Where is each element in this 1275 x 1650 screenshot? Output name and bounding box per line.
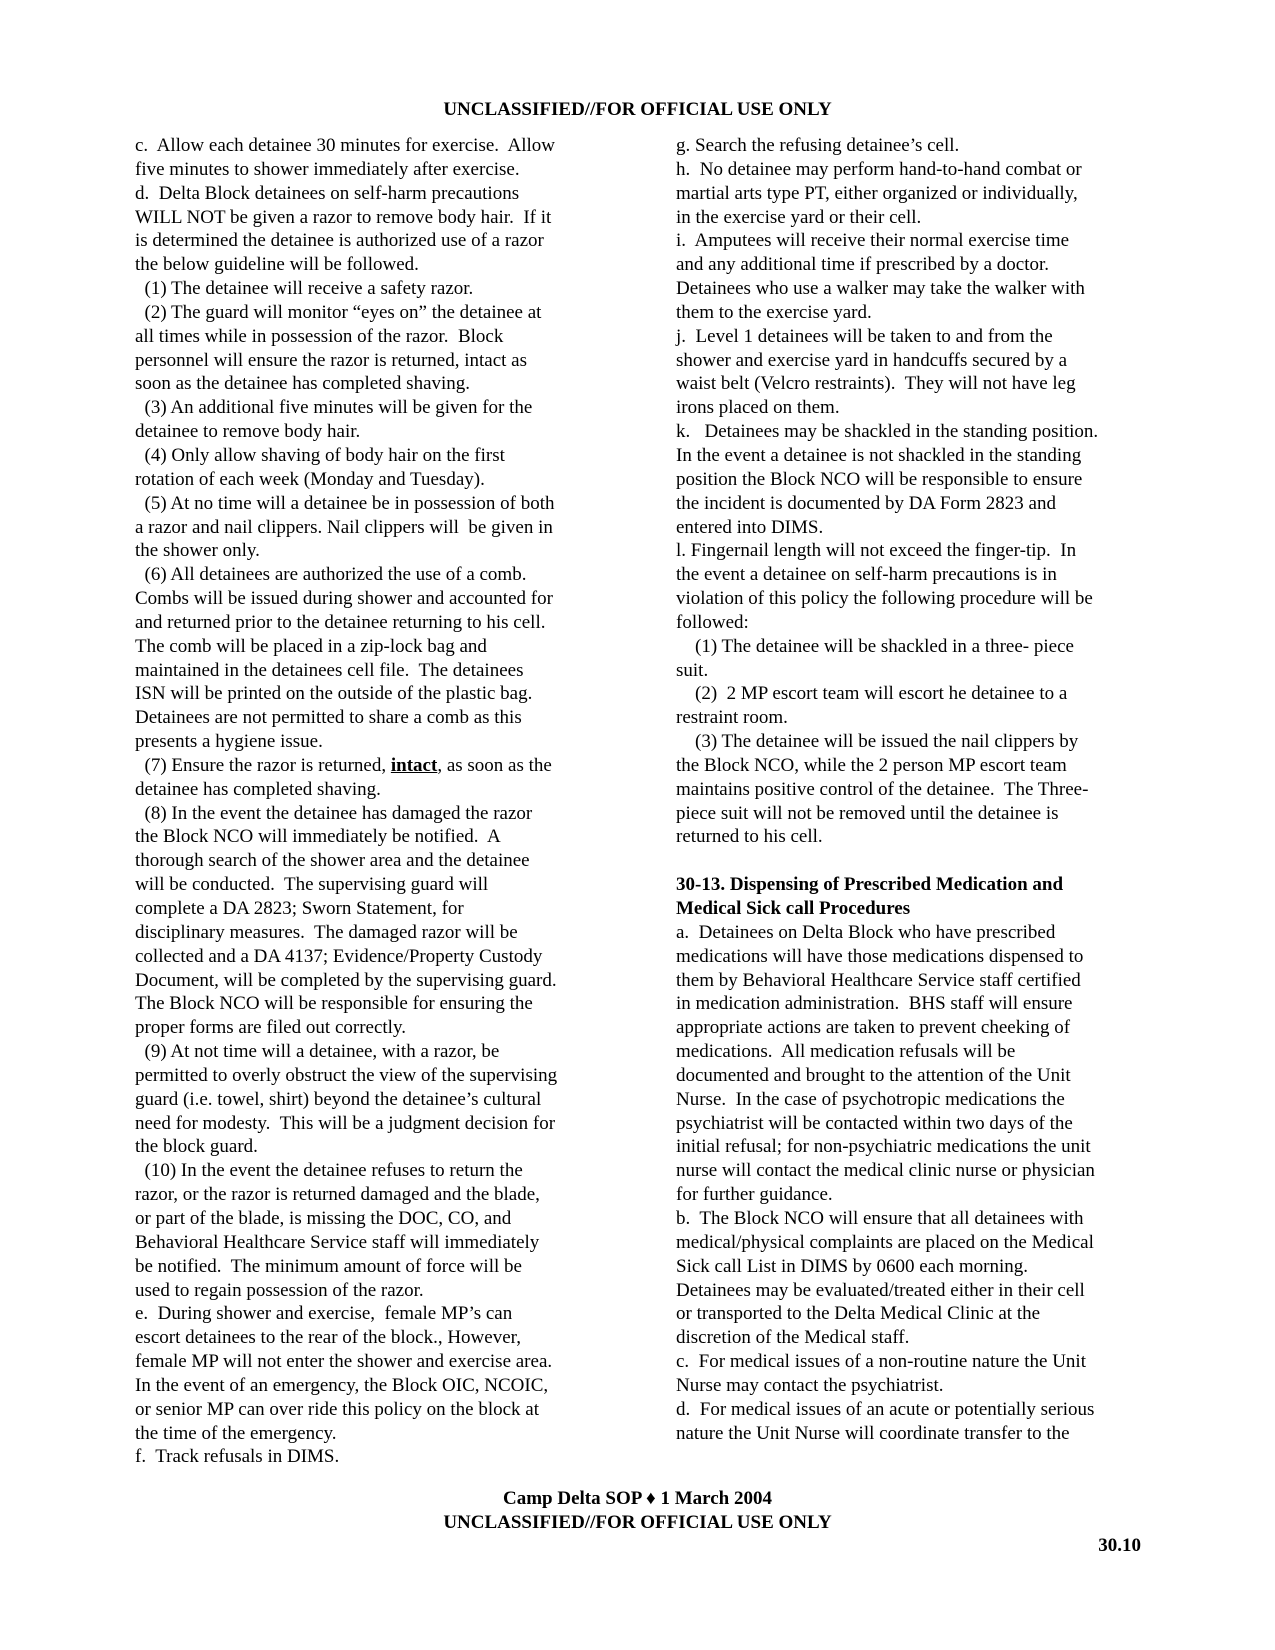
text-line: (5) At no time will a detainee be in possession of both — [135, 492, 555, 514]
text-line: (10) In the event the detainee refuses to return the — [135, 1160, 523, 1182]
text-line: (1) The detainee will receive a safety razor. — [135, 278, 474, 300]
text-line: Sick call List in DIMS by 0600 each morning. — [676, 1255, 1028, 1277]
text-line: piece suit will not be removed until the detainee is — [676, 802, 1059, 824]
text-line: i. Amputees will receive their normal exercise time — [676, 230, 1070, 252]
text-line: female MP will not enter the shower and exercise area. — [135, 1351, 553, 1373]
text-line: disciplinary measures. The damaged razor will be — [135, 921, 518, 943]
text-line: soon as the detainee has completed shaving. — [135, 373, 471, 395]
text-line: and returned prior to the detainee returning to his cell. — [135, 611, 546, 633]
text-line: (9) At not time will a detainee, with a razor, be — [135, 1041, 500, 1063]
text-line: medications. All medication refusals will be — [676, 1041, 1016, 1063]
text-line: f. Track refusals in DIMS. — [135, 1446, 340, 1468]
text-line: g. Search the refusing detainee’s cell. — [676, 135, 960, 156]
text-line: permitted to overly obstruct the view of the supervising — [135, 1064, 558, 1086]
text-line: In the event a detainee is not shackled in the standing — [676, 444, 1082, 466]
text-line: (1) The detainee will be shackled in a three- piece — [676, 635, 1074, 657]
text-line: Detainees who use a walker may take the walker with — [676, 278, 1085, 300]
text-line: or senior MP can over ride this policy on the block at — [135, 1398, 540, 1420]
text-line: the time of the emergency. — [135, 1422, 337, 1444]
text-line: Behavioral Healthcare Service staff will immediately — [135, 1231, 540, 1253]
text-line: need for modesty. This will be a judgment decision for — [135, 1112, 556, 1134]
text-line: be notified. The minimum amount of force will be — [135, 1255, 522, 1277]
text-line: the Block NCO will immediately be notified. A — [135, 826, 501, 848]
text-line: nurse will contact the medical clinic nurse or physician — [676, 1160, 1095, 1182]
text-line: or part of the blade, is missing the DOC, CO, and — [135, 1207, 512, 1229]
text-line: documented and brought to the attention of the Unit — [676, 1064, 1071, 1086]
text-line: nature the Unit Nurse will coordinate transfer to the — [676, 1422, 1070, 1444]
text-line: violation of this policy the following procedure will be — [676, 588, 1093, 610]
left-column-paragraphs-continued — [135, 778, 615, 1469]
text-line: all times while in possession of the razor. Block — [135, 325, 504, 347]
text-line: waist belt (Velcro restraints). They will not have leg — [676, 373, 1076, 395]
text-line: Nurse. In the case of psychotropic medications the — [676, 1088, 1065, 1110]
text-line: returned to his cell. — [676, 826, 823, 848]
text-line: k. Detainees may be shackled in the standing position. — [676, 421, 1099, 443]
text-line: and any additional time if prescribed by a doctor. — [676, 254, 1050, 276]
text-line: (6) All detainees are authorized the use of a comb. — [135, 564, 527, 586]
section-heading-line-2: Medical Sick call Procedures — [676, 898, 911, 919]
text-line: proper forms are filed out correctly. — [135, 1017, 406, 1039]
text-line: escort detainees to the rear of the block., However, — [135, 1327, 521, 1349]
text-line: In the event of an emergency, the Block OIC, NCOIC, — [135, 1374, 549, 1396]
text-line: maintained in the detainees cell file. The detainees — [135, 659, 524, 681]
text-line: complete a DA 2823; Sworn Statement, for — [135, 898, 464, 919]
text-line: (2) 2 MP escort team will escort he detainee to a — [676, 683, 1068, 705]
text-line: medical/physical complaints are placed on the Medical — [676, 1231, 1094, 1253]
text-line: (4) Only allow shaving of body hair on the first — [135, 444, 505, 466]
text-line: irons placed on them. — [676, 397, 840, 419]
text-line: them by Behavioral Healthcare Service staff certified — [676, 969, 1081, 991]
text-line: Nurse may contact the psychiatrist. — [676, 1374, 944, 1396]
left-line-intact-instruction — [135, 754, 615, 778]
intact-line-prefix: (7) Ensure the razor is returned, — [135, 754, 391, 776]
text-line: Document, will be completed by the supervising guard. — [135, 969, 557, 991]
text-line: followed: — [676, 611, 749, 633]
text-line: Detainees may be evaluated/treated either in their cell — [676, 1279, 1085, 1301]
text-line: The Block NCO will be responsible for ensuring the — [135, 993, 533, 1015]
text-line: in the exercise yard or their cell. — [676, 206, 922, 228]
page-number: 30.10 — [1098, 1535, 1141, 1556]
text-line: maintains positive control of the detainee. The Three- — [676, 778, 1089, 800]
text-line: e. During shower and exercise, female MP’s can — [135, 1303, 513, 1325]
text-line: c. Allow each detainee 30 minutes for exercise. Allow — [135, 135, 555, 156]
text-line: position the Block NCO will be responsible to ensure — [676, 468, 1083, 490]
text-line: them to the exercise yard. — [676, 301, 872, 323]
right-column-section-paragraphs — [676, 921, 1156, 1446]
left-text-column — [135, 134, 615, 1469]
text-line: j. Level 1 detainees will be taken to and from the — [676, 325, 1053, 347]
text-line: WILL NOT be given a razor to remove body hair. If it — [135, 206, 552, 228]
text-line: (2) The guard will monitor “eyes on” the detainee at — [135, 301, 542, 323]
text-line: the block guard. — [135, 1136, 258, 1158]
text-line: the below guideline will be followed. — [135, 254, 419, 276]
text-line: the event a detainee on self-harm precautions is in — [676, 564, 1057, 586]
text-line: ISN will be printed on the outside of the plastic bag. — [135, 683, 533, 705]
text-line: b. The Block NCO will ensure that all detainees with — [676, 1207, 1084, 1229]
text-line: l. Fingernail length will not exceed the finger-tip. In — [676, 540, 1077, 562]
footer-document-title: Camp Delta SOP ♦ 1 March 2004 — [503, 1488, 772, 1509]
text-line: d. Delta Block detainees on self-harm precautions — [135, 182, 520, 204]
text-line: collected and a DA 4137; Evidence/Property Custody — [135, 945, 543, 967]
text-line: h. No detainee may perform hand-to-hand combat or — [676, 158, 1082, 180]
text-line: personnel will ensure the razor is returned, intact as — [135, 349, 527, 371]
section-spacer — [676, 849, 1156, 873]
text-line: discretion of the Medical staff. — [676, 1327, 910, 1349]
text-line: shower and exercise yard in handcuffs secured by a — [676, 349, 1068, 371]
left-column-paragraphs — [135, 134, 615, 754]
text-line: a razor and nail clippers. Nail clippers will be given in — [135, 516, 553, 538]
text-line: psychiatrist will be contacted within two days of the — [676, 1112, 1073, 1134]
text-line: entered into DIMS. — [676, 516, 824, 538]
text-line: detainee to remove body hair. — [135, 421, 361, 443]
text-line: rotation of each week (Monday and Tuesday). — [135, 468, 485, 490]
text-line: Combs will be issued during shower and accounted for — [135, 588, 553, 610]
text-line: will be conducted. The supervising guard will — [135, 874, 489, 896]
text-line: d. For medical issues of an acute or potentially serious — [676, 1398, 1095, 1420]
right-text-column — [676, 134, 1156, 1445]
text-line: restraint room. — [676, 707, 788, 729]
text-line: the shower only. — [135, 540, 260, 562]
section-heading-line-1: 30-13. Dispensing of Prescribed Medication and — [676, 874, 1064, 896]
page-header-classification: UNCLASSIFIED//FOR OFFICIAL USE ONLY — [443, 99, 832, 120]
text-line: five minutes to shower immediately after exercise. — [135, 158, 520, 180]
text-line: (8) In the event the detainee has damaged the razor — [135, 802, 533, 824]
text-line: suit. — [676, 659, 709, 681]
text-line: (3) The detainee will be issued the nail clippers by — [676, 731, 1079, 753]
text-line: The comb will be placed in a zip-lock bag and — [135, 635, 487, 657]
text-line: Detainees are not permitted to share a comb as this — [135, 707, 522, 729]
page-footer — [0, 1487, 1275, 1535]
footer-classification: UNCLASSIFIED//FOR OFFICIAL USE ONLY — [443, 1512, 832, 1533]
text-line: razor, or the razor is returned damaged and the blade, — [135, 1184, 540, 1206]
text-line: guard (i.e. towel, shirt) beyond the detainee’s cultural — [135, 1088, 542, 1110]
text-line: medications will have those medications dispensed to — [676, 945, 1084, 967]
text-line: the incident is documented by DA Form 2823 and — [676, 492, 1056, 514]
text-line: presents a hygiene issue. — [135, 731, 323, 753]
text-line: the Block NCO, while the 2 person MP escort team — [676, 754, 1067, 776]
intact-emphasis: intact — [390, 754, 438, 776]
text-line: a. Detainees on Delta Block who have prescribed — [676, 921, 1056, 943]
text-line: (3) An additional five minutes will be given for the — [135, 397, 533, 419]
text-line: initial refusal; for non-psychiatric medications the unit — [676, 1136, 1091, 1158]
text-line: martial arts type PT, either organized or individually, — [676, 182, 1078, 204]
text-line: is determined the detainee is authorized use of a razor — [135, 230, 544, 252]
text-line: c. For medical issues of a non-routine nature the Unit — [676, 1351, 1086, 1373]
text-line: in medication administration. BHS staff will ensure — [676, 993, 1073, 1015]
text-line: appropriate actions are taken to prevent cheeking of — [676, 1017, 1071, 1039]
text-line: used to regain possession of the razor. — [135, 1279, 424, 1301]
right-column-paragraphs — [676, 134, 1156, 849]
text-line: detainee has completed shaving. — [135, 778, 381, 800]
text-line: thorough search of the shower area and the detainee — [135, 850, 530, 872]
text-line: or transported to the Delta Medical Clinic at the — [676, 1303, 1041, 1325]
intact-line-suffix: , as soon as the — [437, 754, 552, 776]
text-line: for further guidance. — [676, 1184, 833, 1206]
